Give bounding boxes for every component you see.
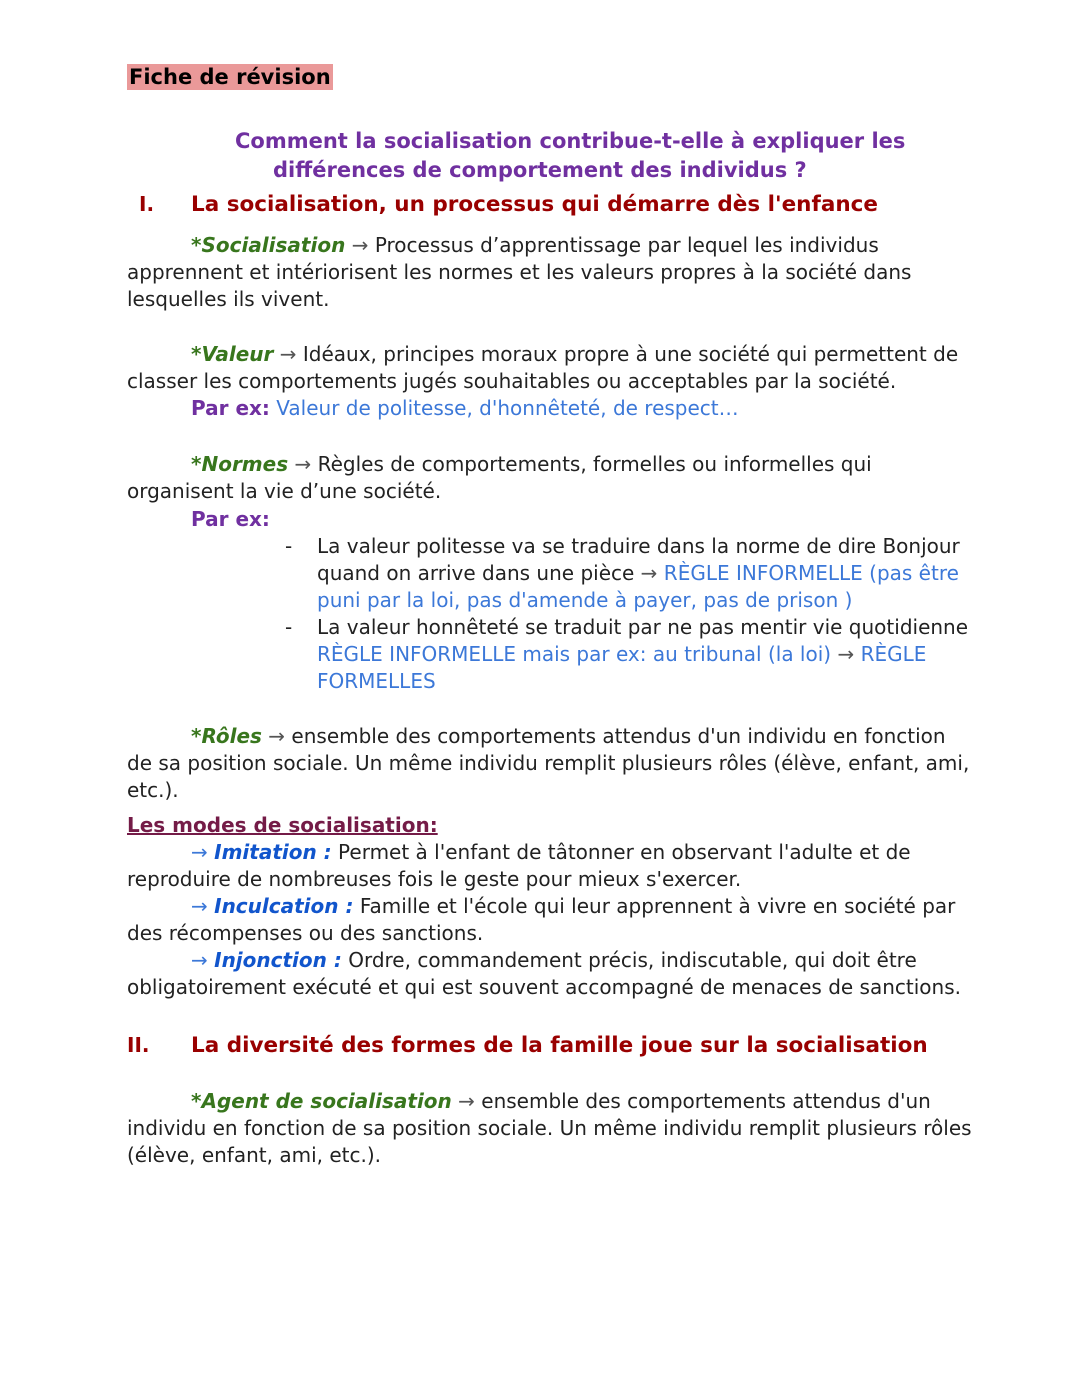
definition-valeur-line-1 <box>191 341 958 368</box>
definition-roles-line-2: de sa position sociale. Un même individu remplit plusieurs rôles (élève, enfant, ami, <box>127 751 970 775</box>
definition-agent-line-1 <box>191 1088 931 1115</box>
rule-label: RÈGLE <box>860 642 927 666</box>
mode-inculcation-line-1 <box>191 893 955 920</box>
bullet-dash: - <box>285 615 293 639</box>
definition-agent-line-3: (élève, enfant, ami, etc.). <box>127 1143 382 1167</box>
arrow-icon: → <box>279 342 297 366</box>
arrow-icon: → <box>458 1089 475 1113</box>
section-2-title: La diversité des formes de la famille joue sur la socialisation <box>191 1033 928 1058</box>
section-1-heading <box>139 191 878 218</box>
mode-imitation-line-1 <box>191 839 911 866</box>
arrow-icon: → <box>191 840 208 864</box>
definition-roles-line-1 <box>191 723 946 750</box>
bullet-1-line-2 <box>317 560 959 587</box>
normes-example-label: Par ex: <box>191 507 270 531</box>
definition-text: Règles de comportements, formelles ou informelles qui <box>317 452 872 476</box>
definition-socialisation-line-3: lesquelles ils vivent. <box>127 287 330 311</box>
section-1-number: I. <box>139 192 155 216</box>
bullet-2-line-1: La valeur honnêteté se traduit par ne pas mentir vie quotidienne <box>317 615 969 639</box>
question-line-2: différences de comportement des individus ? <box>273 158 807 182</box>
modes-heading: Les modes de socialisation: <box>127 813 438 837</box>
section-2-number: II. <box>127 1033 150 1057</box>
section-2-heading <box>127 1032 928 1059</box>
bullet-2-line-2 <box>317 641 926 668</box>
definition-text: Idéaux, principes moraux propre à une société qui permettent de <box>302 342 959 366</box>
term-normes: *Normes <box>191 452 289 476</box>
revision-sheet-tag <box>127 64 333 91</box>
term-imitation: Imitation : <box>214 840 332 864</box>
arrow-icon: → <box>640 561 658 585</box>
bullet-1-line-3: puni par la loi, pas d'amende à payer, pas de prison ) <box>317 588 853 612</box>
mode-text: Permet à l'enfant de tâtonner en observant l'adulte et de <box>338 840 911 864</box>
bullet-dash: - <box>285 534 293 558</box>
arrow-icon: → <box>268 724 286 748</box>
example-label: Par ex: <box>191 396 270 420</box>
definition-agent-line-2: individu en fonction de sa position sociale. Un même individu remplit plusieurs rôles <box>127 1116 972 1140</box>
definition-socialisation-line-1 <box>191 232 879 259</box>
valeur-example <box>191 395 739 422</box>
section-1-title: La socialisation, un processus qui démarre dès l'enfance <box>191 192 878 217</box>
term-roles: *Rôles <box>191 724 262 748</box>
bullet-2-line-3: FORMELLES <box>317 669 436 693</box>
definition-text: Processus d’apprentissage par lequel les individus <box>374 233 879 257</box>
tag-label: Fiche de révision <box>129 65 331 89</box>
rule-label: RÈGLE INFORMELLE (pas être <box>663 561 959 585</box>
definition-valeur-line-2: classer les comportements jugés souhaitables ou acceptables par la société. <box>127 369 897 393</box>
definition-roles-line-3: etc.). <box>127 778 179 802</box>
definition-text: ensemble des comportements attendus d'un individu en fonction <box>291 724 946 748</box>
term-injonction: Injonction : <box>214 948 342 972</box>
example-text: Valeur de politesse, d'honnêteté, de respect… <box>276 396 739 420</box>
mode-text: Ordre, commandement précis, indiscutable, qui doit être <box>348 948 917 972</box>
term-inculcation: Inculcation : <box>214 894 354 918</box>
term-agent: *Agent de socialisation <box>191 1089 452 1113</box>
arrow-icon: → <box>191 948 208 972</box>
mode-text: Famille et l'école qui leur apprennent à vivre en société par <box>359 894 956 918</box>
definition-normes-line-2: organisent la vie d’une société. <box>127 479 442 503</box>
term-valeur: *Valeur <box>191 342 274 366</box>
arrow-icon: → <box>191 894 208 918</box>
mode-inculcation-line-2: des récompenses ou des sanctions. <box>127 921 484 945</box>
rule-label: RÈGLE INFORMELLE mais par ex: au tribunal (la loi) <box>317 642 832 666</box>
mode-injonction-line-2: obligatoirement exécuté et qui est souvent accompagné de menaces de sanctions. <box>127 975 961 999</box>
mode-injonction-line-1 <box>191 947 917 974</box>
definition-normes-line-1 <box>191 451 872 478</box>
bullet-1-line-1: La valeur politesse va se traduire dans la norme de dire Bonjour <box>317 534 960 558</box>
arrow-icon: → <box>294 452 312 476</box>
arrow-icon: → <box>351 233 369 257</box>
definition-text: ensemble des comportements attendus d'un <box>481 1089 931 1113</box>
term-socialisation: *Socialisation <box>191 233 346 257</box>
question-line-1: Comment la socialisation contribue-t-elle à expliquer les <box>235 129 906 153</box>
bullet-1-text: quand on arrive dans une pièce <box>317 561 635 585</box>
definition-socialisation-line-2: apprennent et intériorisent les normes et les valeurs propres à la société dans <box>127 260 912 284</box>
mode-imitation-line-2: reproduire de nombreuses fois le geste pour mieux s'exercer. <box>127 867 742 891</box>
arrow-icon: → <box>837 642 855 666</box>
